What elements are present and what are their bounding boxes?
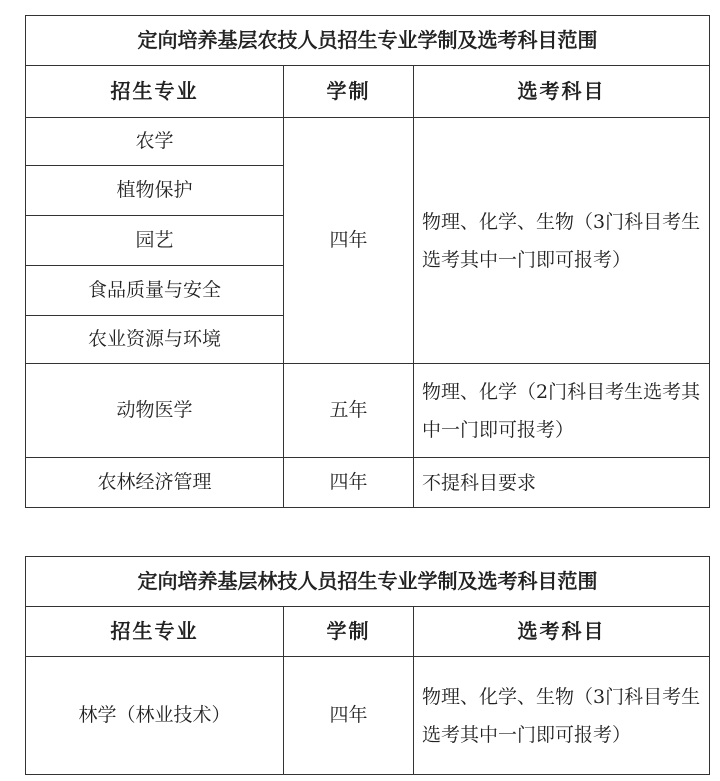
duration-cell: 四年 (284, 458, 414, 508)
forestry-table (25, 556, 710, 775)
header-duration: 学制 (284, 66, 414, 118)
subjects-cell: 物理、化学（2门科目考生选考其中一门即可报考） (414, 364, 710, 458)
subjects-cell: 物理、化学、生物（3门科目考生选考其中一门即可报考） (414, 657, 710, 775)
major-cell: 农林经济管理 (26, 458, 284, 508)
duration-cell: 四年 (284, 657, 414, 775)
header-subjects: 选考科目 (414, 66, 710, 118)
major-cell: 食品质量与安全 (26, 266, 284, 316)
major-cell: 园艺 (26, 216, 284, 266)
header-duration: 学制 (284, 607, 414, 657)
table-title: 定向培养基层林技人员招生专业学制及选考科目范围 (26, 557, 710, 607)
duration-cell: 四年 (284, 118, 414, 364)
major-cell: 动物医学 (26, 364, 284, 458)
subjects-cell: 物理、化学、生物（3门科目考生选考其中一门即可报考） (414, 118, 710, 364)
header-major: 招生专业 (26, 607, 284, 657)
subjects-cell: 不提科目要求 (414, 458, 710, 508)
duration-cell: 五年 (284, 364, 414, 458)
header-major: 招生专业 (26, 66, 284, 118)
major-cell: 农学 (26, 118, 284, 166)
header-subjects: 选考科目 (414, 607, 710, 657)
agri-table (25, 15, 710, 508)
major-cell: 农业资源与环境 (26, 316, 284, 364)
table-title: 定向培养基层农技人员招生专业学制及选考科目范围 (26, 16, 710, 66)
major-cell: 林学（林业技术） (26, 657, 284, 775)
major-cell: 植物保护 (26, 166, 284, 216)
